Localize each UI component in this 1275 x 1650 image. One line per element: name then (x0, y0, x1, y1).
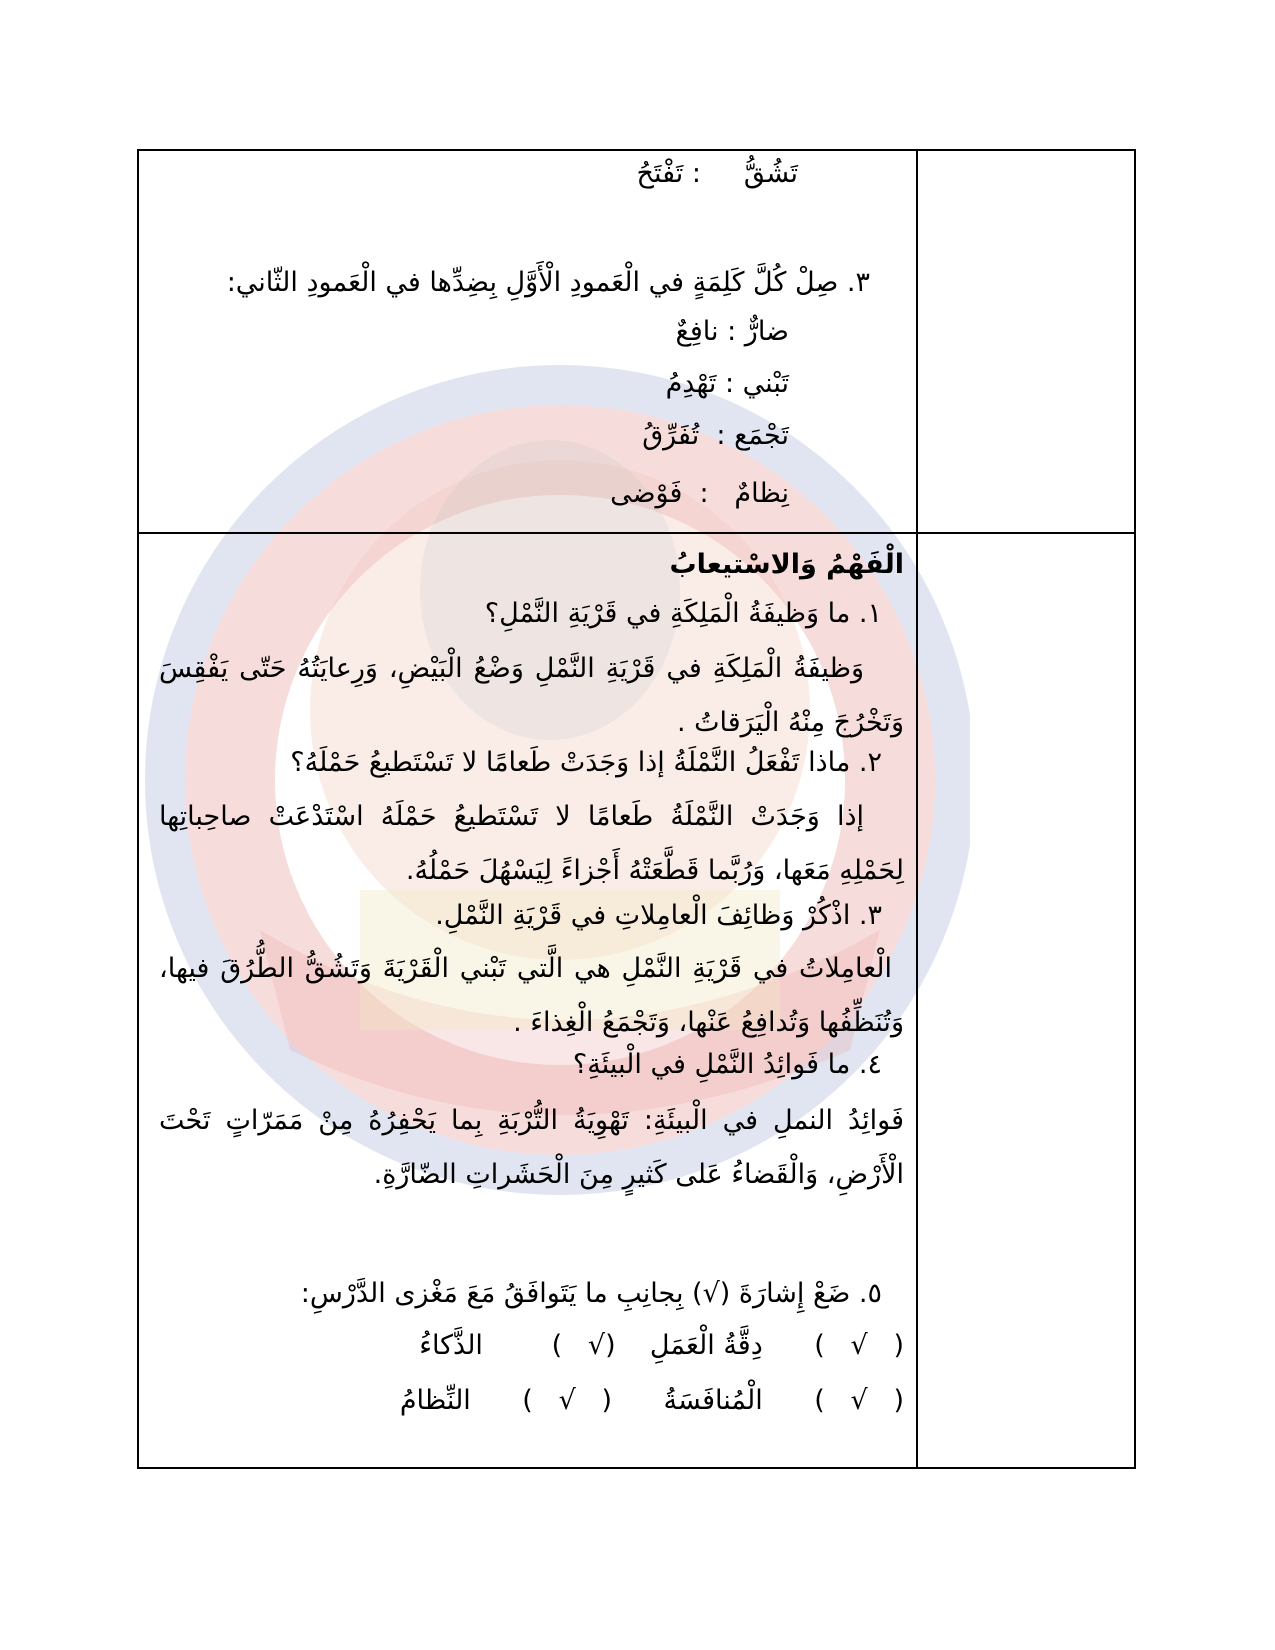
answer-1: وَظيفَةُ الْمَلِكَةِ في قَرْيَةِ النَّمْلِ وَضْعُ الْبَيْضِ، وَرِعايَتُهُ حَتّى يَفْقِسَ وَتَخْرُجَ مِنْهُ الْيَرَقاتُ . (159, 653, 904, 738)
question-5: ٥. ضَعْ إِشارَةَ (√) بِجانِبِ ما يَتَوافَقُ مَعَ مَغْزى الدَّرْسِ: (300, 1278, 882, 1309)
pair-item: ضارٌّ : نافِعٌ (675, 316, 789, 347)
checklist-row: ( √ ) دِقَّةُ الْعَمَلِ (√ ) الذَّكاءُ (419, 1330, 904, 1361)
answer-3: الْعامِلاتُ في قَرْيَةِ النَّمْلِ هي الَّتي تَبْني الْقَرْيَةَ وَتَشُقُّ الطُّرُقَ فيها، وَتُنَظِّفُها وَتُدافِعُ عَنْها، وَتَجْمَعُ الْغِذاءَ . (159, 953, 904, 1038)
question-4: ٤. ما فَوائِدُ النَّمْلِ في الْبيئَةِ؟ (572, 1049, 882, 1080)
question-2: ٢. ماذا تَفْعَلُ النَّمْلَةُ إذا وَجَدَتْ طَعامًا لا تَسْتَطيعُ حَمْلَهُ؟ (290, 747, 882, 778)
top-content-cell (138, 150, 917, 533)
carry-over-line: تَشُقُّ : تَفْتَحُ (636, 158, 798, 189)
side-cell (917, 533, 1135, 1468)
pair-item: تَجْمَع : تُفَرِّقُ (642, 420, 789, 451)
section-title: الْفَهْمُ وَالاسْتيعابُ (669, 549, 904, 580)
question-3: ٣. اذْكُرْ وَظائِفَ الْعامِلاتِ في قَرْيَةِ النَّمْلِ. (435, 900, 882, 931)
question-1: ١. ما وَظيفَةُ الْمَلِكَةِ في قَرْيَةِ النَّمْلِ؟ (484, 598, 882, 629)
answer-4: فَوائِدُ النملِ في الْبيئَةِ: تَهْوِيَةُ التُّرْبَةِ بِما يَحْفِرُهُ مِنْ مَمَرّاتٍ تَحْتَ الْأَرْضِ، وَالْقَضاءُ عَلى كَثيرٍ مِنَ الْحَشَراتِ الضّارَّةِ. (159, 1105, 904, 1190)
side-cell (917, 150, 1135, 533)
question-3-heading: ٣. صِلْ كُلَّ كَلِمَةٍ في الْعَمودِ الْأَوَّلِ بِضِدِّها في الْعَمودِ الثّاني: (226, 267, 870, 298)
pair-item: نِظامٌ : فَوْضى (610, 478, 789, 509)
checklist-row: ( √ ) الْمُنافَسَةُ ( √ ) النِّظامُ (399, 1385, 904, 1416)
pair-item: تَبْني : تَهْدِمُ (665, 368, 789, 399)
answer-2: إذا وَجَدَتْ النَّمْلَةُ طَعامًا لا تَسْتَطيعُ حَمْلَهُ اسْتَدْعَتْ صاحِباتِها لِحَمْلِهِ مَعَها، وَرُبَّما قَطَّعَتْهُ أَجْزاءً لِيَسْهُلَ حَمْلُهُ. (159, 801, 904, 886)
bottom-content-cell (138, 533, 917, 1468)
lesson-table (137, 149, 1136, 1469)
